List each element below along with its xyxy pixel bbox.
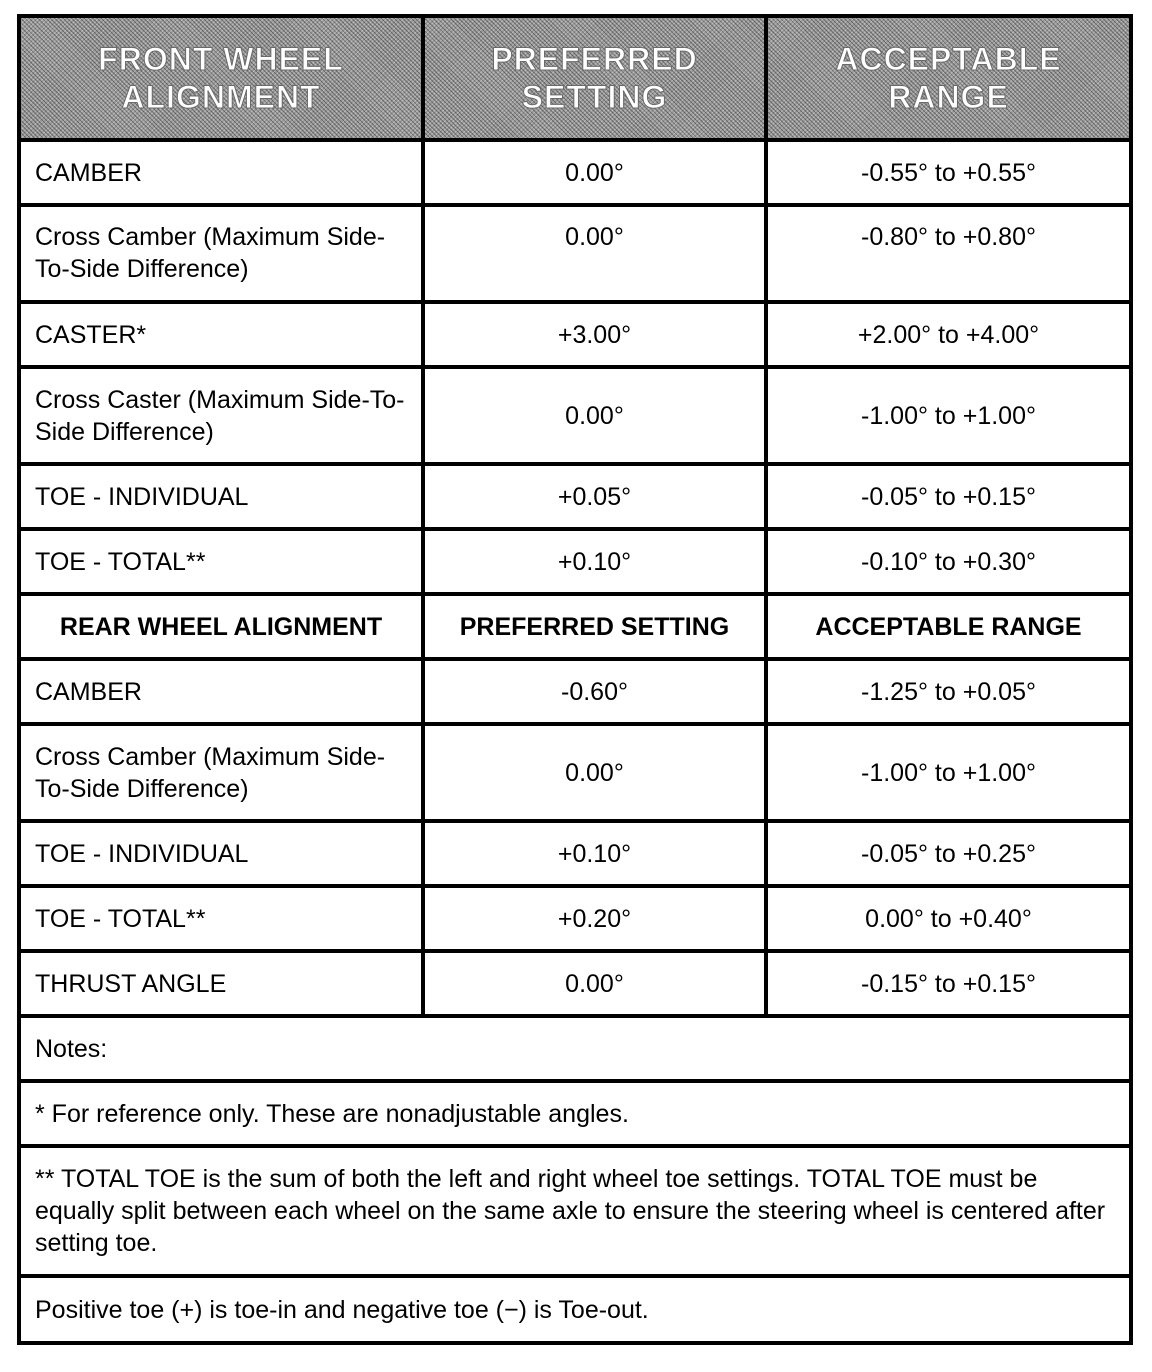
row-preferred: 0.00° xyxy=(423,724,766,821)
rear-header-label: REAR WHEEL ALIGNMENT xyxy=(19,594,423,659)
row-label: Cross Camber (Maximum Side-To-Side Difference) xyxy=(19,205,423,302)
row-label: TOE - TOTAL** xyxy=(19,886,423,951)
row-preferred: +0.05° xyxy=(423,464,766,529)
row-label: TOE - TOTAL** xyxy=(19,529,423,594)
table-row xyxy=(19,724,1131,821)
row-preferred: +0.10° xyxy=(423,821,766,886)
row-range: -0.10° to +0.30° xyxy=(766,529,1131,594)
notes-heading: Notes: xyxy=(19,1016,1131,1081)
row-range: -1.00° to +1.00° xyxy=(766,367,1131,464)
table-row xyxy=(19,140,1131,205)
table-row xyxy=(19,529,1131,594)
rear-header-preferred: PREFERRED SETTING xyxy=(423,594,766,659)
front-header-range: ACCEPTABLE RANGE xyxy=(766,16,1131,140)
row-preferred: 0.00° xyxy=(423,951,766,1016)
table-row xyxy=(19,659,1131,724)
alignment-spec-table xyxy=(17,14,1133,1345)
table-row xyxy=(19,302,1131,367)
row-range: +2.00° to +4.00° xyxy=(766,302,1131,367)
table-row xyxy=(19,821,1131,886)
notes-heading-row xyxy=(19,1016,1131,1081)
note-row xyxy=(19,1276,1131,1343)
row-preferred: 0.00° xyxy=(423,367,766,464)
row-range: -0.80° to +0.80° xyxy=(766,205,1131,302)
table-row xyxy=(19,886,1131,951)
row-range: 0.00° to +0.40° xyxy=(766,886,1131,951)
front-header-preferred: PREFERRED SETTING xyxy=(423,16,766,140)
row-label: CAMBER xyxy=(19,659,423,724)
row-label: CAMBER xyxy=(19,140,423,205)
note-toe-direction: Positive toe (+) is toe-in and negative toe (−) is Toe-out. xyxy=(19,1276,1131,1343)
note-row xyxy=(19,1081,1131,1146)
rear-header-range: ACCEPTABLE RANGE xyxy=(766,594,1131,659)
row-preferred: -0.60° xyxy=(423,659,766,724)
note-reference-only: * For reference only. These are nonadjustable angles. xyxy=(19,1081,1131,1146)
row-preferred: +0.20° xyxy=(423,886,766,951)
row-preferred: 0.00° xyxy=(423,205,766,302)
table-row xyxy=(19,205,1131,302)
note-total-toe: ** TOTAL TOE is the sum of both the left and right wheel toe settings. TOTAL TOE must be equally split between each wheel on the same axle to ensure the steering wheel is centered after setting toe. xyxy=(19,1146,1131,1276)
row-preferred: 0.00° xyxy=(423,140,766,205)
front-header-label: FRONT WHEEL ALIGNMENT xyxy=(19,16,423,140)
row-range: -0.05° to +0.25° xyxy=(766,821,1131,886)
note-row xyxy=(19,1146,1131,1276)
row-range: -1.25° to +0.05° xyxy=(766,659,1131,724)
row-label: TOE - INDIVIDUAL xyxy=(19,821,423,886)
row-range: -1.00° to +1.00° xyxy=(766,724,1131,821)
row-label: TOE - INDIVIDUAL xyxy=(19,464,423,529)
table-row xyxy=(19,951,1131,1016)
row-range: -0.55° to +0.55° xyxy=(766,140,1131,205)
row-preferred: +3.00° xyxy=(423,302,766,367)
row-preferred: +0.10° xyxy=(423,529,766,594)
table-row xyxy=(19,464,1131,529)
row-range: -0.05° to +0.15° xyxy=(766,464,1131,529)
row-label: CASTER* xyxy=(19,302,423,367)
row-label: Cross Caster (Maximum Side-To-Side Difference) xyxy=(19,367,423,464)
table-row xyxy=(19,367,1131,464)
rear-header-row xyxy=(19,594,1131,659)
front-header-row xyxy=(19,16,1131,140)
row-range: -0.15° to +0.15° xyxy=(766,951,1131,1016)
row-label: THRUST ANGLE xyxy=(19,951,423,1016)
row-label: Cross Camber (Maximum Side-To-Side Difference) xyxy=(19,724,423,821)
